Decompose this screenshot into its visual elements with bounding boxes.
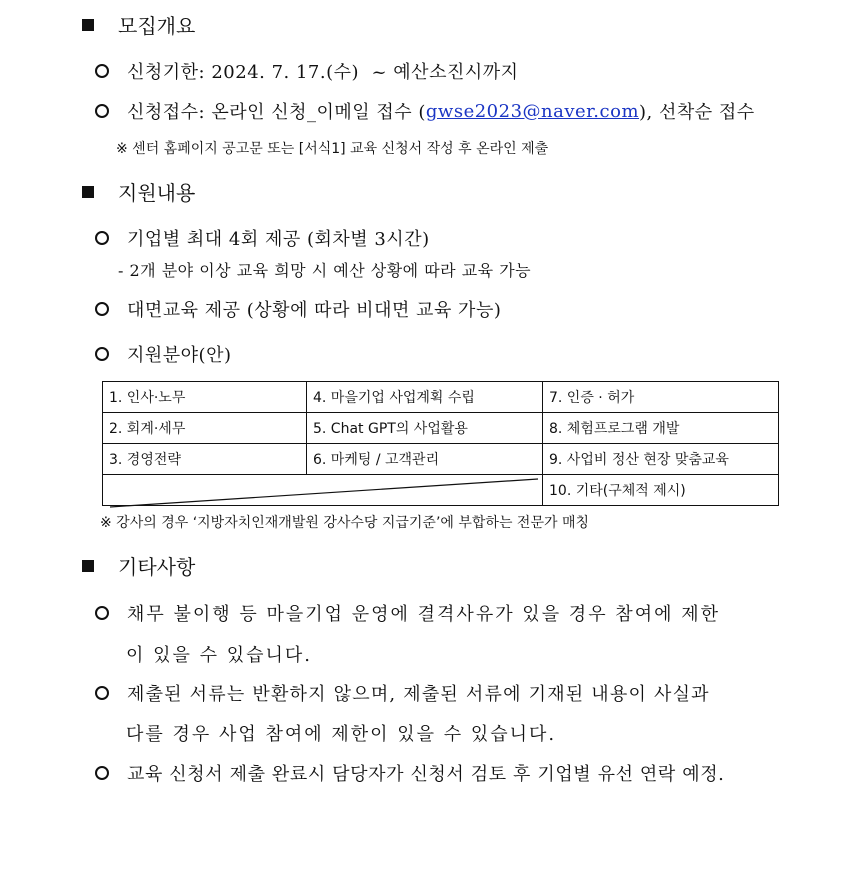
table-row <box>103 382 779 413</box>
table-cell: 10. 기타(구체적 제시) <box>543 475 779 506</box>
section-title: 지원내용 <box>118 181 196 205</box>
table-row <box>103 444 779 475</box>
section-heading-support <box>82 177 195 206</box>
section-title: 기타사항 <box>118 555 196 579</box>
deadline-text: 신청기한: 2024. 7. 17.(수) ~ 예산소진시까지 <box>127 62 519 83</box>
method-suffix: ), 선착순 접수 <box>639 102 755 123</box>
support-item-3-text: 지원분야(안) <box>127 345 232 366</box>
circle-bullet-icon <box>95 766 109 780</box>
circle-bullet-icon <box>95 606 109 620</box>
circle-bullet-icon <box>95 231 109 245</box>
section-title: 모집개요 <box>118 14 196 38</box>
etc-item-3 <box>95 760 725 786</box>
support-item-3 <box>95 341 232 367</box>
table-cell: 6. 마케팅 / 고객관리 <box>307 444 543 475</box>
recruit-deadline <box>95 58 519 84</box>
table-row <box>103 413 779 444</box>
section-heading-recruit <box>82 10 195 39</box>
etc-item-1 <box>95 600 720 626</box>
table-cell: 3. 경영전략 <box>103 444 307 475</box>
table-cell: 1. 인사·노무 <box>103 382 307 413</box>
circle-bullet-icon <box>95 347 109 361</box>
table-row <box>103 475 779 506</box>
etc-item-2-line-1: 제출된 서류는 반환하지 않으며, 제출된 서류에 기재된 내용이 사실과 <box>127 684 710 705</box>
support-item-1 <box>95 225 430 251</box>
email-link[interactable]: gwse2023@naver.com <box>425 100 640 122</box>
table-cell-empty-merged <box>103 475 543 506</box>
section-heading-etc <box>82 551 195 580</box>
square-bullet-icon <box>82 560 94 572</box>
support-item-1-sub: - 2개 분야 이상 교육 희망 시 예산 상황에 따라 교육 가능 <box>118 261 532 280</box>
square-bullet-icon <box>82 186 94 198</box>
support-note: ※ 강사의 경우 ‘지방자치인재개발원 강사수당 지급기준’에 부합하는 전문가 매칭 <box>100 515 589 531</box>
etc-item-1-line-2: 이 있을 수 있습니다. <box>126 645 312 666</box>
support-item-2 <box>95 296 501 322</box>
table-cell: 8. 체험프로그램 개발 <box>543 413 779 444</box>
method-prefix: 신청접수: 온라인 신청_이메일 접수 ( <box>127 102 426 123</box>
table-cell: 4. 마을기업 사업계획 수립 <box>307 382 543 413</box>
etc-item-2 <box>95 680 710 706</box>
circle-bullet-icon <box>95 64 109 78</box>
recruit-note: ※ 센터 홈페이지 공고문 또는 [서식1] 교육 신청서 작성 후 온라인 제출 <box>116 141 549 157</box>
etc-item-3-text: 교육 신청서 제출 완료시 담당자가 신청서 검토 후 기업별 유선 연락 예정. <box>127 764 725 785</box>
support-item-2-text: 대면교육 제공 (상황에 따라 비대면 교육 가능) <box>127 300 502 321</box>
support-fields-table <box>102 381 779 506</box>
table-cell: 5. Chat GPT의 사업활용 <box>307 413 543 444</box>
table-cell: 2. 회계·세무 <box>103 413 307 444</box>
etc-item-1-line-1: 채무 불이행 등 마을기업 운영에 결격사유가 있을 경우 참여에 제한 <box>127 604 720 625</box>
circle-bullet-icon <box>95 104 109 118</box>
support-item-1-text: 기업별 최대 4회 제공 (회차별 3시간) <box>127 229 430 250</box>
circle-bullet-icon <box>95 686 109 700</box>
square-bullet-icon <box>82 19 94 31</box>
table-cell: 9. 사업비 정산 현장 맞춤교육 <box>543 444 779 475</box>
recruit-method <box>95 98 755 124</box>
circle-bullet-icon <box>95 302 109 316</box>
table-cell: 7. 인증 · 허가 <box>543 382 779 413</box>
etc-item-2-line-2: 다를 경우 사업 참여에 제한이 있을 수 있습니다. <box>126 724 557 745</box>
